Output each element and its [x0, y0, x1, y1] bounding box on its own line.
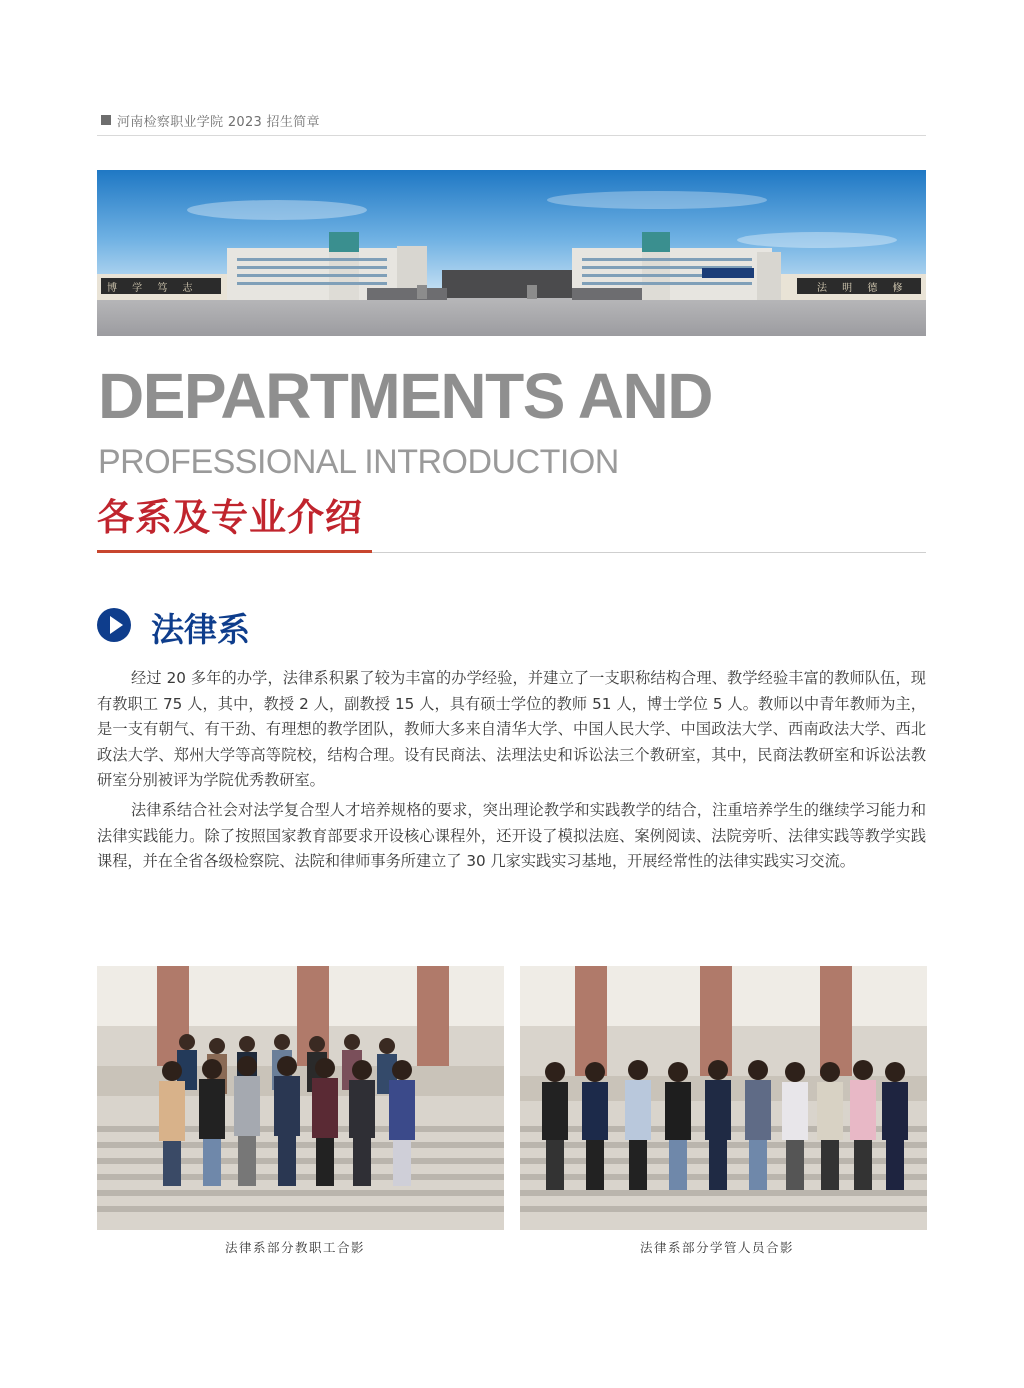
- paragraph-1: 经过 20 多年的办学，法律系积累了较为丰富的办学经验，并建立了一支职称结构合理、教学经验丰富的教师队伍，现有教职工 75 人，其中，教授 2 人，副教授 15 人，具有硕士学位的教师 51 人，博士学位 5 人。教师以中青年教师为主，是一支有朝气、有干劲、有理想的教学团队，教师大多来自清华大学、中国人民大学、中国政法大学、西南政法大学、西北政法大学、郑州大学等高等院校，结构合理。设有民商法、法理法史和诉讼法三个教研室，其中，民商法教研室和诉讼法教研室分别被评为学院优秀教研室。: [97, 669, 926, 790]
- left-photo-caption: 法律系部分教职工合影: [225, 1240, 366, 1255]
- department-description: [97, 666, 926, 879]
- student-staff-group-photo: [520, 966, 927, 1230]
- chinese-title: 各系及专业介绍: [97, 496, 363, 539]
- header-text: 河南检察职业学院 2023 招生简章: [117, 115, 320, 130]
- left-plaque-text: 博 学 笃 志: [107, 283, 199, 294]
- campus-gate-banner-image: [97, 170, 926, 336]
- english-subtitle: PROFESSIONAL INTRODUCTION: [98, 443, 619, 481]
- paragraph-2: 法律系结合社会对法学复合型人才培养规格的要求，突出理论教学和实践教学的结合，注重培养学生的继续学习能力和法律实践能力。除了按照国家教育部要求开设核心课程外，还开设了模拟法庭、案例阅读、法院旁听、法律实践等教学实践课程，并在全省各级检察院、法院和律师事务所建立了 30 几家实践实习基地，开展经常性的法律实践实习交流。: [97, 800, 926, 871]
- title-accent-line: [97, 550, 372, 553]
- faculty-group-photo: [97, 966, 504, 1230]
- play-triangle-icon: [110, 616, 123, 634]
- page-header: [97, 111, 926, 136]
- right-plaque-text: 法 明 德 修: [817, 283, 909, 294]
- department-name: 法律系: [151, 610, 250, 649]
- english-title: DEPARTMENTS AND: [98, 360, 712, 432]
- right-photo-caption: 法律系部分学管人员合影: [640, 1240, 795, 1255]
- header-square-icon: [101, 115, 111, 125]
